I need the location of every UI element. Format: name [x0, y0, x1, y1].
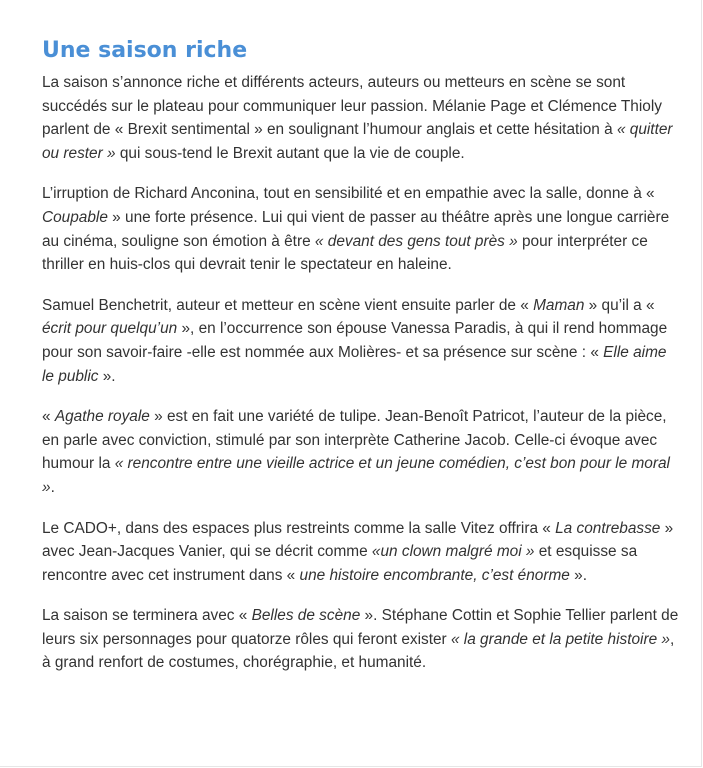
- paragraph-text: qui sous-tend le Brexit autant que la vie de couple.: [115, 144, 465, 162]
- quoted-text: « quitter ou rester »: [42, 121, 673, 162]
- paragraph-text: ».: [569, 566, 587, 584]
- paragraph-text: et esquisse sa rencontre avec cet instrument dans «: [42, 543, 638, 584]
- paragraph-text: », en l’occurrence son épouse Vanessa Paradis, à qui il rend hommage pour son savoir-faire -elle est nommée aux Molières- et sa présence sur scène : «: [42, 320, 668, 361]
- article-paragraph: [42, 71, 682, 165]
- paragraph-text: » est en fait une variété de tulipe. Jean-Benoît Patricot, l’auteur de la pièce, en parle avec conviction, stimulé par son interprète Catherine Jacob. Celle-ci évoque avec humour la: [42, 408, 667, 473]
- quoted-text: Maman: [533, 296, 585, 314]
- quoted-text: « devant des gens tout près »: [314, 232, 518, 250]
- paragraph-text: ». Stéphane Cottin et Sophie Tellier parlent de leurs six personnages pour quatorze rôles qui feront exister: [42, 607, 679, 648]
- quoted-text: Coupable: [42, 208, 108, 226]
- paragraph-text: Samuel Benchetrit, auteur et metteur en scène vient ensuite parler de «: [42, 296, 534, 314]
- quoted-text: « la grande et la petite histoire »: [450, 630, 670, 648]
- paragraph-text: » une forte présence. Lui qui vient de passer au théâtre après une longue carrière au cinéma, souligne son émotion à être: [42, 208, 670, 250]
- quoted-text: Belles de scène: [251, 607, 361, 625]
- quoted-text: Agathe royale: [54, 408, 150, 426]
- quoted-text: «un clown malgré moi »: [371, 543, 535, 561]
- paragraph-text: .: [50, 478, 55, 496]
- paragraph-text: La saison s’annonce riche et différents acteurs, auteurs ou metteurs en scène se sont succédés sur le plateau pour communiquer leur passion. Mélanie Page et Clémence Thioly parlent de « Brexit sentimental » en soulignant l’humour anglais et cette hésitation à: [42, 74, 662, 139]
- article-paragraph: [42, 517, 682, 588]
- article-paragraph: [42, 405, 682, 499]
- paragraph-text: pour interpréter ce thriller en huis-clos qui devrait tenir le spectateur en haleine.: [42, 232, 648, 274]
- paragraph-text: » avec Jean-Jacques Vanier, qui se décrit comme: [42, 519, 674, 561]
- paragraph-text: , à grand renfort de costumes, chorégraphie, et humanité.: [42, 630, 675, 672]
- paragraph-text: L’irruption de Richard Anconina, tout en sensibilité et en empathie avec la salle, donne à «: [42, 185, 655, 203]
- quoted-text: Elle aime le public: [42, 343, 667, 385]
- paragraph-text: Le CADO+, dans des espaces plus restreints comme la salle Vitez offrira «: [42, 519, 556, 537]
- paragraph-text: » qu’il a «: [584, 296, 655, 314]
- article-body: [42, 71, 682, 675]
- paragraph-text: «: [42, 408, 55, 426]
- article-paragraph: [42, 294, 682, 388]
- quoted-text: « rencontre entre une vieille actrice et un jeune comédien, c’est bon pour le moral »: [42, 455, 670, 496]
- article-title: Une saison riche: [42, 38, 248, 63]
- article: [42, 36, 682, 692]
- paragraph-text: La saison se terminera avec «: [42, 607, 252, 625]
- quoted-text: une histoire encombrante, c’est énorme: [299, 566, 570, 584]
- quoted-text: La contrebasse: [555, 519, 661, 537]
- article-paragraph: [42, 182, 682, 276]
- paragraph-text: ».: [98, 367, 116, 385]
- quoted-text: écrit pour quelqu’un: [42, 320, 178, 338]
- article-paragraph: [42, 604, 682, 675]
